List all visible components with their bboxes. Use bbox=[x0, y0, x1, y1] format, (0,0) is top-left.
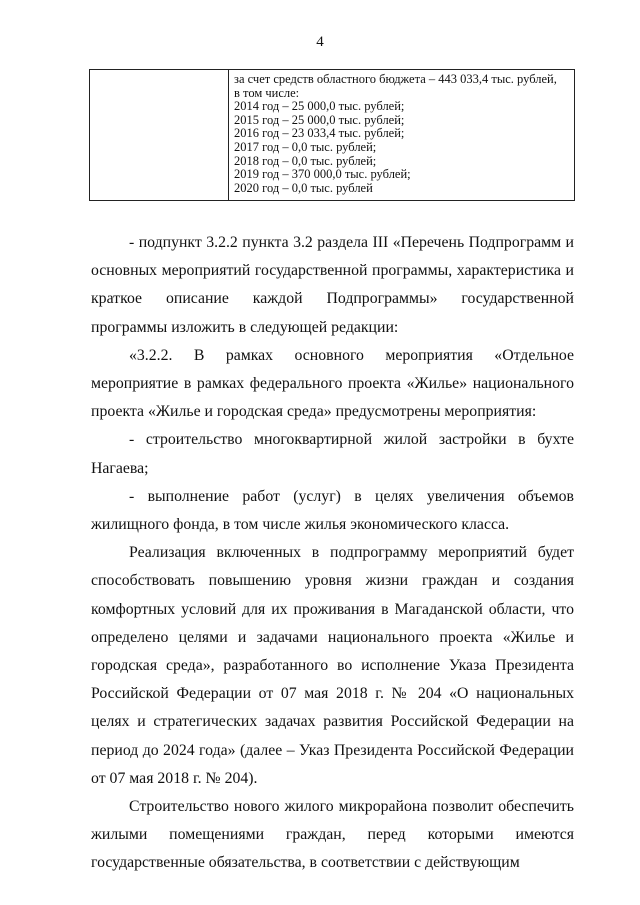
funding-year-2016: 2016 год – 23 033,4 тыс. рублей; bbox=[234, 126, 405, 141]
funding-year-2014: 2014 год – 25 000,0 тыс. рублей; bbox=[234, 99, 405, 114]
paragraph-microdistrict: Строительство нового жилого микрорайона позволит обеспечить жилыми помещениями граждан, перед которыми имеются государственные обязательства, в соответствии с действующим bbox=[91, 798, 574, 872]
funding-year-2015: 2015 год – 25 000,0 тыс. рублей; bbox=[234, 112, 405, 127]
document-body bbox=[91, 229, 574, 878]
table-empty-cell bbox=[90, 70, 229, 200]
page-number: 4 bbox=[316, 34, 324, 50]
funding-including: в том числе: bbox=[234, 85, 300, 100]
funding-year-2018: 2018 год – 0,0 тыс. рублей; bbox=[234, 153, 377, 168]
paragraph-amendment: - подпункт 3.2.2 пункта 3.2 раздела III «Перечень Подпрограмм и основных мероприятий государственной программы, характеристика и краткое описание каждой Подпрограммы» государственной программы изложить в следующей редакции: bbox=[91, 234, 574, 336]
funding-year-2020: 2020 год – 0,0 тыс. рублей bbox=[234, 180, 373, 195]
list-item-construction: - строительство многоквартирной жилой застройки в бухте Нагаева; bbox=[91, 431, 574, 477]
funding-year-2017: 2017 год – 0,0 тыс. рублей; bbox=[234, 139, 377, 154]
funding-year-2019: 2019 год – 370 000,0 тыс. рублей; bbox=[234, 167, 411, 182]
paragraph-implementation: Реализация включенных в подпрограмму мероприятий будет способствовать повышению уровня жизни граждан и создания комфортных условий для их проживания в Магаданской области, что определено целями и задачами национального проекта «Жилье и городская среда», разработанного во исполнение Указа Президента Российской Федерации от 07 мая 2018 г. № 204 «О национальных целях и стратегических задачах развития Российской Федерации на период до 2024 года» (далее – Указ Президента Российской Федерации от 07 мая 2018 г. № 204). bbox=[91, 544, 574, 787]
budget-table bbox=[89, 69, 575, 201]
list-item-works: - выполнение работ (услуг) в целях увеличения объемов жилищного фонда, в том числе жилья экономического класса. bbox=[91, 487, 574, 534]
paragraph-section-3-2-2: «3.2.2. В рамках основного мероприятия «Отдельное мероприятие в рамках федерального проекта «Жилье» национального проекта «Жилье и городская среда» предусмотрены мероприятия: bbox=[91, 346, 574, 421]
funding-header: за счет средств областного бюджета – 443 033,4 тыс. рублей, bbox=[234, 72, 557, 86]
table-funding-cell bbox=[229, 70, 574, 200]
